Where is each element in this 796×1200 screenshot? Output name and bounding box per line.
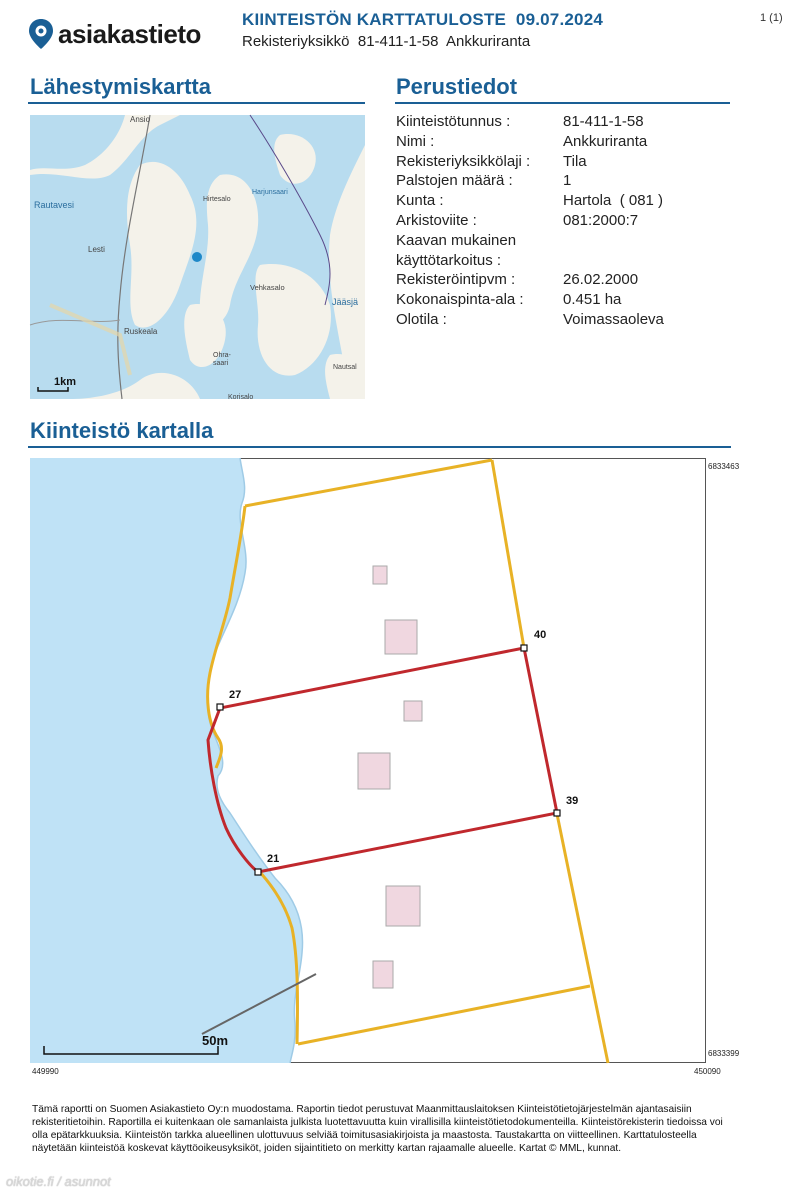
info-row [396, 152, 664, 172]
info-value: 081:2000:7 [563, 211, 639, 229]
property-location-marker [192, 252, 202, 262]
coord-top-right: 6833463 [708, 462, 740, 471]
info-row [396, 310, 664, 330]
disclaimer-text: Tämä raportti on Suomen Asiakastieto Oy:n muodostama. Raportin tiedot perustuvat Maanmittauslaitoksen Kiinteistötietojärjestelmän ajantasaisiin rekisteritietoihin. Raportilla ei kuitenkaan ole samanlaista julkista luotettavuutta kuin virallisilla kiinteistötietodokumenteilla. Kiinteistörekisterin tiedoissa voi olla epätarkkuuksia. Kiinteistön tarkka alueellinen ulottuvuus selviää toimitusasiakirjoista ja maastosta. Taustakartta on viitteellinen. Karttatulosteella näytetään kiinteistöä koskevat käyttöoikeusyksiköt, joiden sijaintitieto on merkitty kartan rajaamalle alueelle. Kartat © MML, kunnat. [32, 1104, 723, 1154]
overview-title-rule [28, 102, 365, 104]
map-label: Harjunsaari [252, 189, 288, 196]
boundary-point-label: 27 [229, 689, 242, 701]
info-row [396, 211, 664, 231]
coord-bottom-right: 6833399 [708, 1049, 740, 1058]
info-value: 0.451 ha [563, 291, 622, 309]
coord-bottom-left: 449990 [32, 1067, 59, 1076]
map-label: saari [213, 360, 229, 367]
info-label: käyttötarkoitus : [396, 251, 502, 269]
map-label: Korisalo [228, 394, 254, 401]
scale-label: 1km [54, 376, 77, 388]
info-value: Voimassaoleva [563, 310, 664, 328]
info-value: 26.02.2000 [563, 271, 639, 289]
boundary-point-label: 40 [534, 629, 547, 641]
boundary-point-39 [554, 810, 560, 816]
scale-label: 50m [202, 1033, 229, 1048]
basic-info-title-rule [395, 102, 730, 104]
asiakastieto-logo [28, 18, 201, 50]
info-row [396, 132, 664, 152]
info-label: Arkistoviite : [396, 211, 477, 229]
location-pin-icon [28, 18, 54, 50]
boundary-point-21 [255, 869, 261, 875]
info-label: Palstojen määrä : [396, 172, 513, 190]
property-map-title: Kiinteistö kartalla [30, 418, 214, 443]
map-label: Rautavesi [34, 200, 75, 210]
info-value: Ankkuriranta [563, 132, 648, 150]
info-label: Rekisteriyksikkölaji : [396, 152, 531, 170]
boundary-point-label: 39 [566, 795, 579, 807]
info-label: Kiinteistötunnus : [396, 113, 511, 130]
map-label: Ansio [130, 115, 151, 124]
boundary-point-label: 21 [267, 853, 280, 865]
basic-info-title: Perustiedot [396, 74, 518, 99]
map-label: Nautsal [333, 364, 357, 371]
report-subtitle: Rekisteriyksikkö 81-411-1-58 Ankkuriranta [242, 33, 531, 50]
info-value: Tila [563, 152, 587, 170]
info-row [396, 290, 664, 310]
info-row [396, 270, 664, 290]
info-label: Nimi : [396, 132, 435, 150]
map-label: Hirtesalo [203, 196, 231, 203]
coord-bottom-mid: 450090 [694, 1067, 721, 1076]
report-title: KIINTEISTÖN KARTTATULOSTE 09.07.2024 [242, 10, 604, 29]
info-label: Kunta : [396, 192, 444, 210]
info-value: 81-411-1-58 [563, 113, 644, 130]
logo-wordmark: asiakastieto [58, 18, 201, 49]
map-label: Ohra- [213, 352, 231, 359]
overview-map-title: Lähestymiskartta [30, 74, 211, 99]
info-label: Kaavan mukainen [396, 231, 517, 249]
page-number: 1 (1) [760, 12, 783, 24]
info-row [396, 191, 664, 211]
info-label: Rekisteröintipvm : [396, 271, 516, 289]
property-map [30, 458, 740, 1064]
boundary-point-27 [217, 704, 223, 710]
boundary-point-40 [521, 645, 527, 651]
info-row [396, 231, 664, 251]
map-label: Jääsjä [332, 297, 359, 307]
info-row [396, 171, 664, 191]
info-label: Kokonaispinta-ala : [396, 291, 524, 309]
overview-map [30, 115, 365, 399]
map-label: Vehkasalo [250, 283, 285, 292]
property-map-title-rule [28, 446, 731, 448]
info-row [396, 112, 664, 132]
info-label: Olotila : [396, 310, 447, 328]
info-value: 1 [563, 172, 572, 190]
basic-info-table [396, 112, 664, 330]
map-label: Lesti [88, 245, 105, 254]
info-value: Hartola ( 081 ) [563, 192, 664, 210]
watermark: oikotie.fi / asunnot [6, 1174, 111, 1189]
info-row [396, 251, 664, 271]
map-label: Ruskeala [124, 327, 158, 336]
